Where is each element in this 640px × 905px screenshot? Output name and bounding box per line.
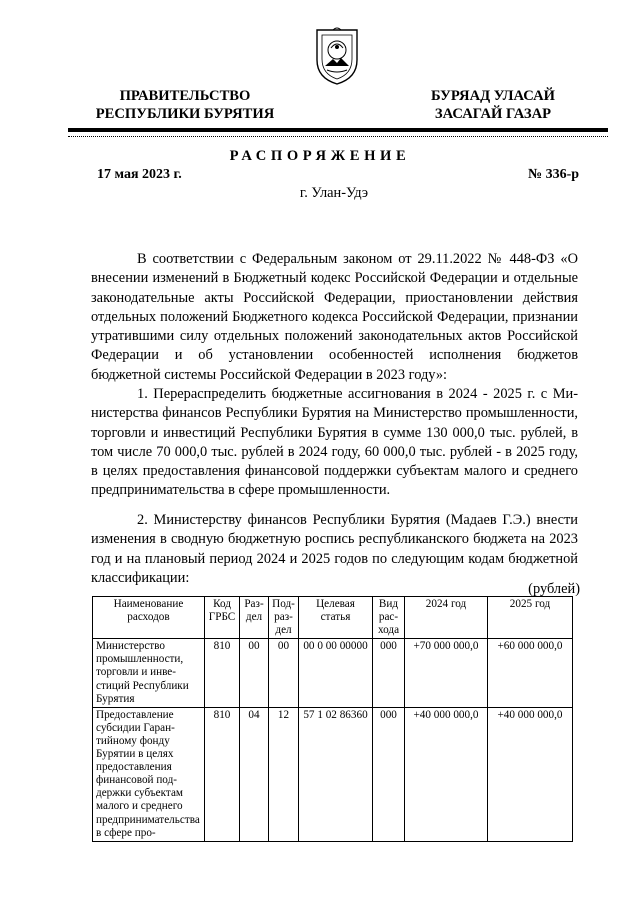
document-date: 17 мая 2023 г. [97, 167, 182, 182]
table-row [93, 707, 573, 841]
col-header-razdel: Раздел [240, 597, 269, 639]
preamble-paragraph: В соответствии с Федеральным законом от 29.11.2022 № 448-ФЗ «О внесении изменений в Бюджетный кодекс Российской Федерации и отдельные законодательные акты Российской Федерации, приостановлении действия отдельных положений Бюджетного кодекса Российской Федерации, признании утратившими силу отдельных положений законодательных актов Российской Федерации и об установлении особенностей исполнения бюджетов бюджетной системы Российской Федерации в 2023 году»: [91, 251, 578, 383]
col-header-2024: 2024 год [405, 597, 488, 639]
header-right-line1: БУРЯАД УЛАСАЙ [431, 88, 555, 104]
row-target: 57 1 02 86360 [299, 707, 373, 841]
row-vid: 000 [373, 707, 405, 841]
row-podrazdel: 12 [269, 707, 299, 841]
header-divider-dotted [68, 136, 608, 137]
document-number: № 336-р [528, 167, 580, 182]
header-left [80, 87, 290, 123]
header-left-line1: ПРАВИТЕЛЬСТВО [119, 88, 251, 104]
row-razdel: 00 [240, 639, 269, 707]
row-2025: +40 000 000,0 [488, 707, 573, 841]
item-1-paragraph: 1. Перераспределить бюджетные ассигнования в 2024 - 2025 г. с Министерства финансов Республики Бурятия на Министерство промышленности, торговли и инвестиций Республики Бурятия в сумме 130 000,0 тыс. рублей, в том числе 70 000,0 тыс. рублей в 2024 году, 60 000,0 тыс. рублей - в 2025 году, в целях предоставления финансовой поддержки субъектам малого и среднего предпринимательства в сфере промышленности. [91, 386, 578, 499]
col-header-target: Целевая статья [299, 597, 373, 639]
table-row [93, 639, 573, 707]
row-podrazdel: 00 [269, 639, 299, 707]
col-header-grbs: Код ГРБС [205, 597, 240, 639]
row-grbs: 810 [205, 707, 240, 841]
header-divider-thick [68, 128, 608, 132]
row-razdel: 04 [240, 707, 269, 841]
row-target: 00 0 00 00000 [299, 639, 373, 707]
table-header-row [93, 597, 573, 639]
header-left-line2: РЕСПУБЛИКИ БУРЯТИЯ [95, 106, 275, 122]
coat-of-arms-emblem [313, 26, 361, 86]
row-name: Предоставление субсидии Гарантийному фонду Бурятии в целях предоставления финансовой поддержки субъектам малого и среднего предпринимательства в сфере про- [93, 707, 205, 841]
row-vid: 000 [373, 639, 405, 707]
row-2024: +70 000 000,0 [405, 639, 488, 707]
item-2-paragraph: 2. Министерству финансов Республики Бурятия (Мадаев Г.Э.) внести изменения в сводную бюджетную роспись республиканского бюджета на 2023 год и на плановый период 2024 и 2025 годов по следующим кодам бюджетной классификации: [91, 512, 578, 586]
document-title: РАСПОРЯЖЕНИЕ [229, 148, 411, 164]
header-right-line2: ЗАСАГАЙ ГАЗАР [434, 106, 552, 122]
header-right [388, 87, 598, 123]
row-name: Министерство промышленности, торговли и инвестиций Республики Бурятия [93, 639, 205, 707]
budget-table [92, 596, 573, 842]
document-city: г. Улан-Удэ [299, 185, 369, 201]
col-header-vid: Вид расхода [373, 597, 405, 639]
table-unit-label: (рублей) [528, 581, 580, 597]
col-header-2025: 2025 год [488, 597, 573, 639]
col-header-name: Наименование расходов [93, 597, 205, 639]
row-grbs: 810 [205, 639, 240, 707]
col-header-podrazdel: Подраздел [269, 597, 299, 639]
row-2024: +40 000 000,0 [405, 707, 488, 841]
row-2025: +60 000 000,0 [488, 639, 573, 707]
